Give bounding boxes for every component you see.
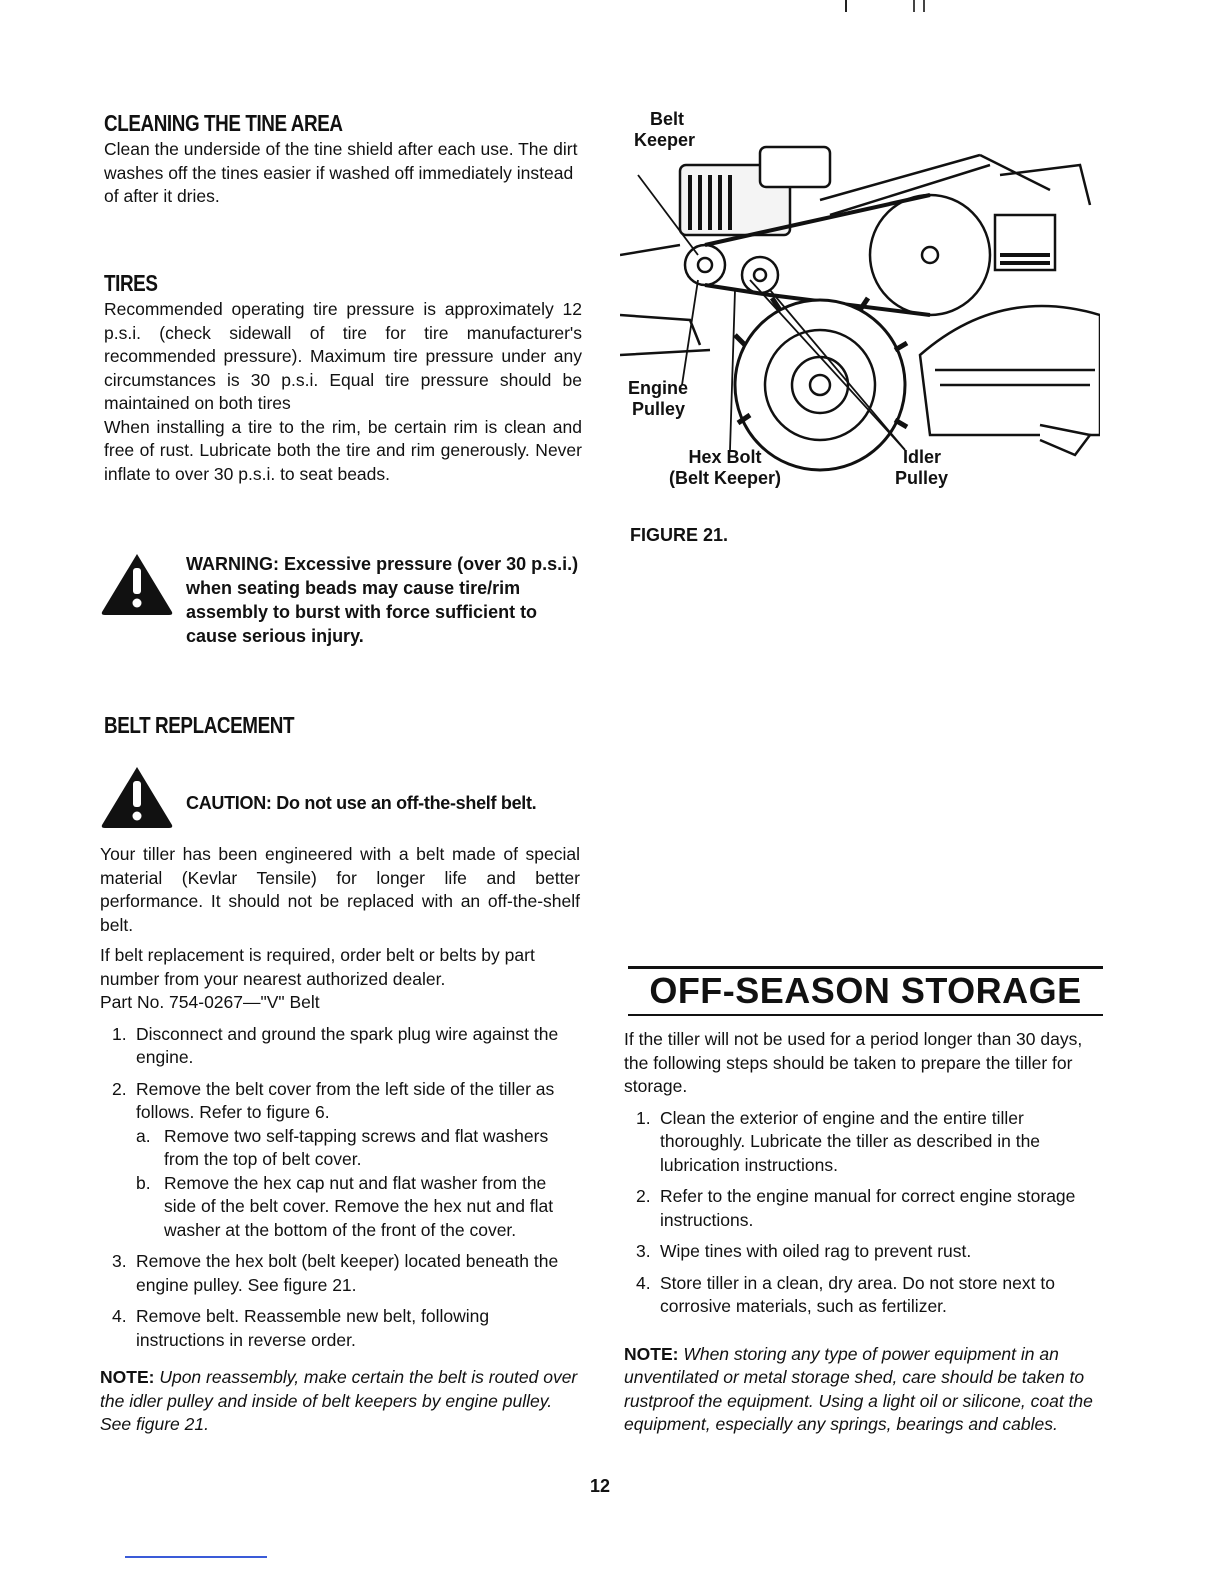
caution-block [100, 765, 590, 835]
tires-paragraph-2: When installing a tire to the rim, be certain rim is clean and free of rust. Lubricate both the tire and rim generously. Never inflate to over 30 p.s.i. to seat beads. [104, 416, 582, 484]
belt-part-number: Part No. 754-0267—"V" Belt [100, 992, 320, 1012]
storage-steps [624, 1107, 1104, 1319]
list-item: a. Remove two self-tapping screws and flat washers from the top of belt cover. [136, 1125, 549, 1169]
list-item: 2. Refer to the engine manual for correct engine storage instructions. [636, 1186, 1076, 1230]
footer-rule [125, 1556, 267, 1558]
list-item: 3. Remove the hex bolt (belt keeper) located beneath the engine pulley. See figure 21. [112, 1251, 559, 1295]
belt-caution-text: CAUTION: Do not use an off-the-shelf belt. [186, 793, 537, 813]
belt-heading: BELT REPLACEMENT [104, 712, 295, 738]
storage-note: NOTE: When storing any type of power equipment in an unventilated or metal storage shed, care should be taken to rustproof the equipment. Using a light oil or silicone, coat the equipment, especially any springs, bearings and cables. [624, 1343, 1093, 1434]
tires-warning-text: WARNING: Excessive pressure (over 30 p.s.i.) when seating beads may cause tire/rim assembly to burst with force sufficient to cause serious injury. [186, 554, 579, 646]
cleaning-heading: CLEANING THE TINE AREA [104, 110, 343, 136]
label-engine-pulley: Engine Pulley [628, 378, 689, 419]
storage-title: OFF-SEASON STORAGE [649, 970, 1082, 1011]
tires-heading: TIRES [104, 270, 158, 296]
belt-substeps [136, 1125, 580, 1243]
storage-body [624, 1028, 1104, 1437]
caution-icon [100, 765, 174, 829]
belt-paragraph-1: Your tiller has been engineered with a belt made of special material (Kevlar Tensile) for longer life and better performance. It should not be replaced with an off-the-shelf belt. [100, 844, 580, 935]
warning-icon [100, 552, 174, 616]
storage-top-rule [628, 966, 1103, 969]
list-item: 1. Clean the exterior of engine and the entire tiller thoroughly. Lubricate the tiller as described in the lubrication instructions. [636, 1107, 1041, 1175]
page-number: 12 [590, 1476, 611, 1496]
storage-intro: If the tiller will not be used for a period longer than 30 days, the following steps should be taken to prepare the tiller for storage. [624, 1029, 1083, 1096]
storage-bottom-rule [628, 1014, 1103, 1016]
belt-steps [100, 1023, 580, 1353]
list-item: 2. Remove the belt cover from the left side of the tiller as follows. Refer to figure 6. a. Remove two self-tapping screws and flat washers from the top of belt cover. b. Remove the hex cap nut and flat washer from the side of the belt cover. Remove the hex nut and flat washer at the bottom of the front of the cover. [100, 1078, 580, 1243]
list-item: 4. Remove belt. Reassemble new belt, following instructions in reverse order. [112, 1306, 490, 1350]
figure-caption: FIGURE 21. [630, 525, 729, 545]
list-item: 4. Store tiller in a clean, dry area. Do not store next to corrosive materials, such as fertilizer. [636, 1272, 1055, 1316]
label-idler-pulley: Idler Pulley [895, 447, 949, 488]
scan-mark [923, 0, 925, 12]
belt-text [100, 843, 580, 1437]
tiller-belt-illustration [620, 105, 1100, 505]
figure-21 [620, 105, 1100, 505]
scan-mark [845, 0, 847, 12]
cleaning-text: Clean the underside of the tine shield after each use. The dirt washes off the tines easier if washed off immediately instead of after it dries. [104, 139, 578, 206]
tires-text [104, 298, 582, 486]
list-item: 1. Disconnect and ground the spark plug wire against the engine. [112, 1023, 559, 1067]
belt-note: NOTE: Upon reassembly, make certain the belt is routed over the idler pulley and inside of belt keepers by engine pulley. See figure 21. [100, 1367, 578, 1434]
warning-block [100, 550, 590, 650]
list-item: b. Remove the hex cap nut and flat washer from the side of the belt cover. Remove the hex nut and flat washer at the bottom of the front of the cover. [136, 1172, 554, 1240]
label-belt-keeper: Belt Keeper [634, 109, 696, 150]
list-item: 3. Wipe tines with oiled rag to prevent rust. [636, 1241, 972, 1261]
label-hex-bolt: Hex Bolt (Belt Keeper) [668, 447, 782, 488]
belt-paragraph-2: If belt replacement is required, order belt or belts by part number from your nearest authorized dealer. [100, 945, 535, 989]
tires-paragraph-1: Recommended operating tire pressure is approximately 12 p.s.i. (check sidewall of tire for tire manufacturer's recommended pressure). Maximum tire pressure under any circumstances is 30 p.s.i. Equal tire pressure should be maintained on both tires [104, 299, 582, 413]
scan-mark [913, 0, 915, 12]
